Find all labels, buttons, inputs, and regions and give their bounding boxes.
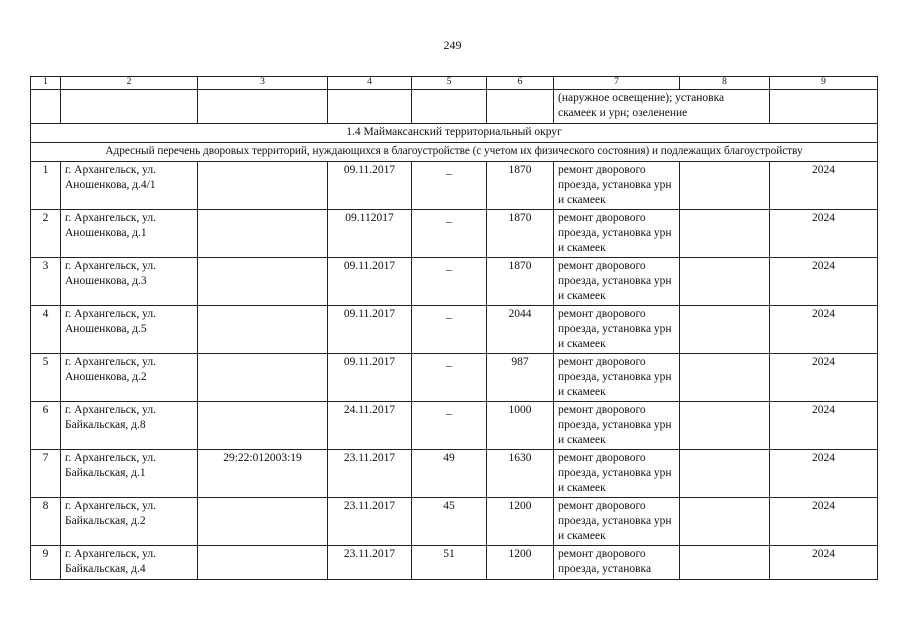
date-cell: 09.11.2017 [328,306,412,354]
table-row [31,546,878,580]
year-cell: 2024 [770,402,878,450]
column-number-cell: 1 [31,77,61,90]
date-cell: 09.11.2017 [328,162,412,210]
empty-cell [770,90,878,124]
table-row [31,306,878,354]
works-cell: ремонт дворового проезда, установка [554,546,680,580]
column-number-cell: 5 [412,77,487,90]
table-row [31,498,878,546]
empty-cell [31,90,61,124]
empty-cell [680,402,770,450]
address-cell: г. Архангельск, ул. Аношенкова, д.2 [61,354,198,402]
date-cell: 23.11.2017 [328,498,412,546]
cadastral-number-cell [198,258,328,306]
table-row [31,258,878,306]
empty-cell [680,306,770,354]
empty-cell [680,258,770,306]
row-number-cell: 9 [31,546,61,580]
address-table [30,76,878,580]
empty-cell [198,90,328,124]
value-cell: _ [412,162,487,210]
address-cell: г. Архангельск, ул. Аношенкова, д.1 [61,210,198,258]
cadastral-number-cell: 29:22:012003:19 [198,450,328,498]
row-number-cell: 1 [31,162,61,210]
table-row [31,162,878,210]
table-row [31,210,878,258]
cadastral-number-cell [198,210,328,258]
column-number-cell: 8 [680,77,770,90]
value-cell: 51 [412,546,487,580]
area-cell: 1870 [487,210,554,258]
works-cell: ремонт дворового проезда, установка урн и скамеек [554,258,680,306]
column-number-cell: 2 [61,77,198,90]
column-number-cell: 3 [198,77,328,90]
area-cell: 1870 [487,258,554,306]
cadastral-number-cell [198,354,328,402]
address-cell: г. Архангельск, ул. Байкальская, д.2 [61,498,198,546]
area-cell: 1000 [487,402,554,450]
subsection-title: Адресный перечень дворовых территорий, нуждающихся в благоустройстве (с учетом их физического состояния) и подлежащих благоустройству [31,143,878,162]
row-number-cell: 4 [31,306,61,354]
works-cell: ремонт дворового проезда, установка урн и скамеек [554,354,680,402]
area-cell: 1200 [487,546,554,580]
year-cell: 2024 [770,354,878,402]
works-cell: ремонт дворового проезда, установка урн и скамеек [554,402,680,450]
year-cell: 2024 [770,450,878,498]
year-cell: 2024 [770,306,878,354]
row-number-cell: 2 [31,210,61,258]
cadastral-number-cell [198,306,328,354]
subsection-row [31,143,878,162]
address-cell: г. Архангельск, ул. Байкальская, д.1 [61,450,198,498]
date-cell: 09.11.2017 [328,258,412,306]
row-number-cell: 6 [31,402,61,450]
address-cell: г. Архангельск, ул. Аношенкова, д.4/1 [61,162,198,210]
cadastral-number-cell [198,546,328,580]
row-number-cell: 5 [31,354,61,402]
value-cell: 49 [412,450,487,498]
date-cell: 23.11.2017 [328,546,412,580]
column-number-cell: 4 [328,77,412,90]
works-cell: ремонт дворового проезда, установка урн и скамеек [554,162,680,210]
cadastral-number-cell [198,162,328,210]
value-cell: 45 [412,498,487,546]
address-cell: г. Архангельск, ул. Аношенкова, д.3 [61,258,198,306]
area-cell: 1200 [487,498,554,546]
value-cell: _ [412,210,487,258]
section-row [31,124,878,143]
continuation-works-cell: (наружное освещение); установка скамеек и урн; озеленение [554,90,770,124]
address-cell: г. Архангельск, ул. Байкальская, д.8 [61,402,198,450]
area-cell: 2044 [487,306,554,354]
page-number: 249 [443,38,462,52]
continuation-row [31,90,878,124]
works-cell: ремонт дворового проезда, установка урн и скамеек [554,450,680,498]
table-row [31,354,878,402]
year-cell: 2024 [770,258,878,306]
address-cell: г. Архангельск, ул. Аношенкова, д.5 [61,306,198,354]
section-title: 1.4 Маймаксанский территориальный округ [31,124,878,143]
address-cell: г. Архангельск, ул. Байкальская, д.4 [61,546,198,580]
empty-cell [487,90,554,124]
year-cell: 2024 [770,498,878,546]
area-cell: 1870 [487,162,554,210]
empty-cell [680,546,770,580]
empty-cell [680,210,770,258]
row-number-cell: 7 [31,450,61,498]
data-rows [31,162,878,580]
column-number-row [31,77,878,90]
date-cell: 09.11.2017 [328,354,412,402]
area-cell: 987 [487,354,554,402]
year-cell: 2024 [770,210,878,258]
area-cell: 1630 [487,450,554,498]
table-row [31,402,878,450]
works-cell: ремонт дворового проезда, установка урн и скамеек [554,498,680,546]
empty-cell [680,450,770,498]
works-cell: ремонт дворового проезда, установка урн и скамеек [554,210,680,258]
empty-cell [412,90,487,124]
empty-cell [328,90,412,124]
row-number-cell: 8 [31,498,61,546]
works-cell: ремонт дворового проезда, установка урн и скамеек [554,306,680,354]
date-cell: 24.11.2017 [328,402,412,450]
value-cell: _ [412,306,487,354]
table-row [31,450,878,498]
date-cell: 09.112017 [328,210,412,258]
column-number-cell: 7 [554,77,680,90]
empty-cell [680,354,770,402]
value-cell: _ [412,354,487,402]
year-cell: 2024 [770,162,878,210]
row-number-cell: 3 [31,258,61,306]
cadastral-number-cell [198,402,328,450]
date-cell: 23.11.2017 [328,450,412,498]
value-cell: _ [412,258,487,306]
cadastral-number-cell [198,498,328,546]
empty-cell [680,498,770,546]
column-number-cell: 6 [487,77,554,90]
empty-cell [680,162,770,210]
value-cell: _ [412,402,487,450]
empty-cell [61,90,198,124]
year-cell: 2024 [770,546,878,580]
column-number-cell: 9 [770,77,878,90]
